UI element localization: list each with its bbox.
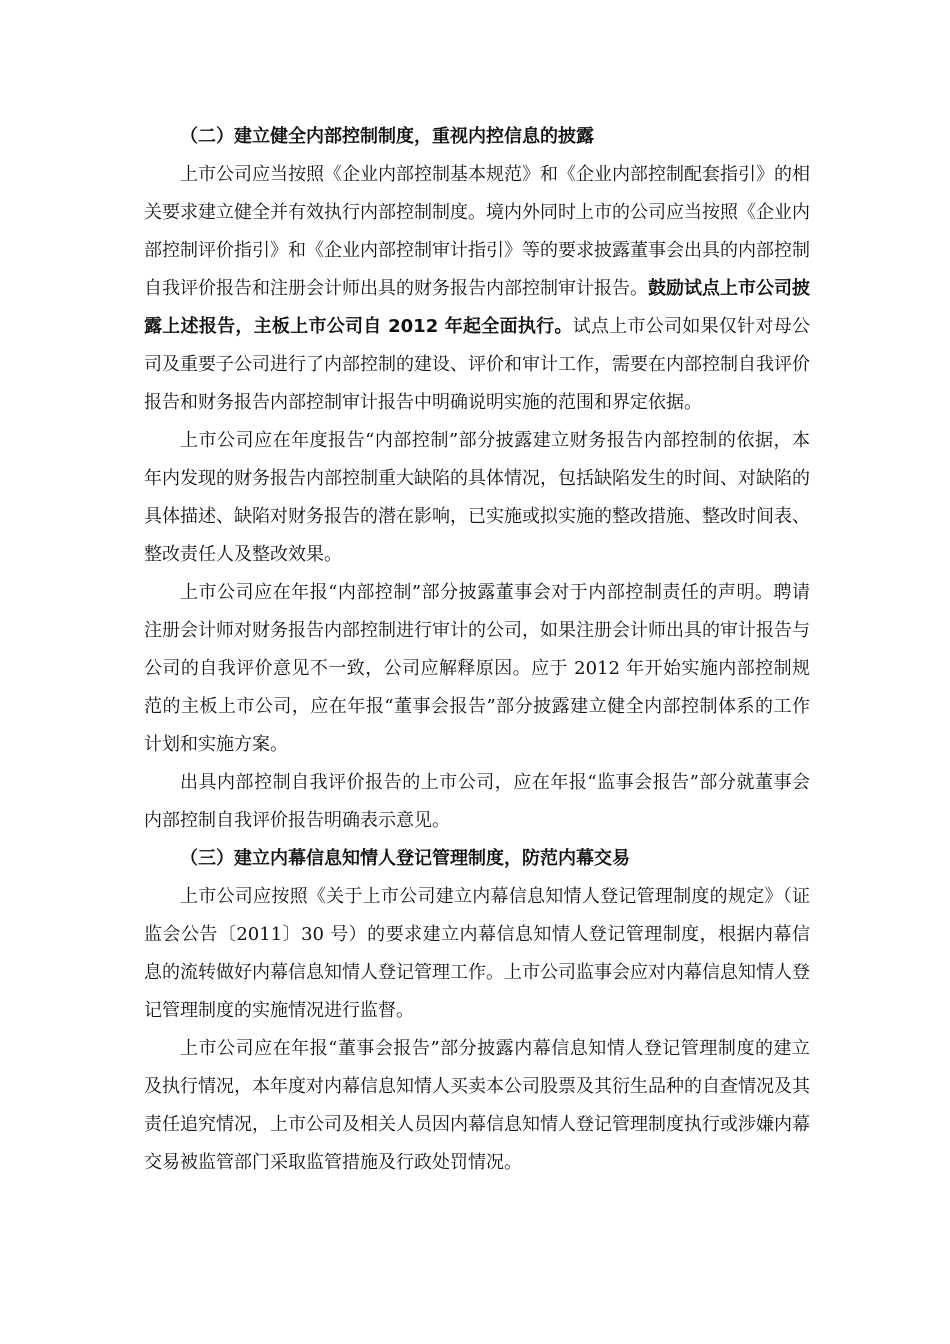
paragraph: 上市公司应在年报“董事会报告”部分披露内幕信息知情人登记管理制度的建立及执行情况，本年度对内幕信息知情人买卖本公司股票及其衍生品种的自查情况及其责任追究情况，上市公司及相关人员因内幕信息知情人登记管理制度执行或涉嫌内幕交易被监管部门采取监管措施及行政处罚情况。 xyxy=(144,1038,810,1173)
paragraph-text: 上市公司应当按照《企业内部控制基本规范》和《企业内部控制配套指引》的相关要求建立健全并有效执行内部控制制度。境内外同时上市的公司应当按照《企业内部控制评价指引》和《企业内部控制审计指引》等的要求披露董事会出具的内部控制自我评价报告和注册会计师出具的财务报告内部控制审计报告。 xyxy=(144,164,810,299)
paragraph xyxy=(144,156,810,422)
paragraph: 上市公司应按照《关于上市公司建立内幕信息知情人登记管理制度的规定》（证监会公告〔2011〕30 号）的要求建立内幕信息知情人登记管理制度，根据内幕信息的流转做好内幕信息知情人登记管理工作。上市公司监事会应对内幕信息知情人登记管理制度的实施情况进行监督。 xyxy=(144,886,810,1021)
document-page xyxy=(144,118,810,1182)
section-heading-2: （二）建立健全内部控制制度，重视内控信息的披露 xyxy=(180,126,594,147)
paragraph: 上市公司应在年度报告“内部控制”部分披露建立财务报告内部控制的依据，本年内发现的财务报告内部控制重大缺陷的具体情况，包括缺陷发生的时间、对缺陷的具体描述、缺陷对财务报告的潜在影响，已实施或拟实施的整改措施、整改时间表、整改责任人及整改效果。 xyxy=(144,430,810,565)
section-heading-3: （三）建立内幕信息知情人登记管理制度，防范内幕交易 xyxy=(180,848,630,869)
emphasis-text: 鼓励试点上市公司披露上述报告，主板上市公司自 2012 年起全面执行。 xyxy=(144,278,810,337)
paragraph: 上市公司应在年报“内部控制”部分披露董事会对于内部控制责任的声明。聘请注册会计师对财务报告内部控制进行审计的公司，如果注册会计师出具的审计报告与公司的自我评价意见不一致，公司应解释原因。应于 2012 年开始实施内部控制规范的主板上市公司，应在年报“董事会报告”部分披露建立健全内部控制体系的工作计划和实施方案。 xyxy=(144,582,810,755)
paragraph: 出具内部控制自我评价报告的上市公司，应在年报“监事会报告”部分就董事会内部控制自我评价报告明确表示意见。 xyxy=(144,772,810,831)
paragraph-text: 试点上市公司如果仅针对母公司及重要子公司进行了内部控制的建设、评价和审计工作，需要在内部控制自我评价报告和财务报告内部控制审计报告中明确说明实施的范围和界定依据。 xyxy=(144,316,810,413)
